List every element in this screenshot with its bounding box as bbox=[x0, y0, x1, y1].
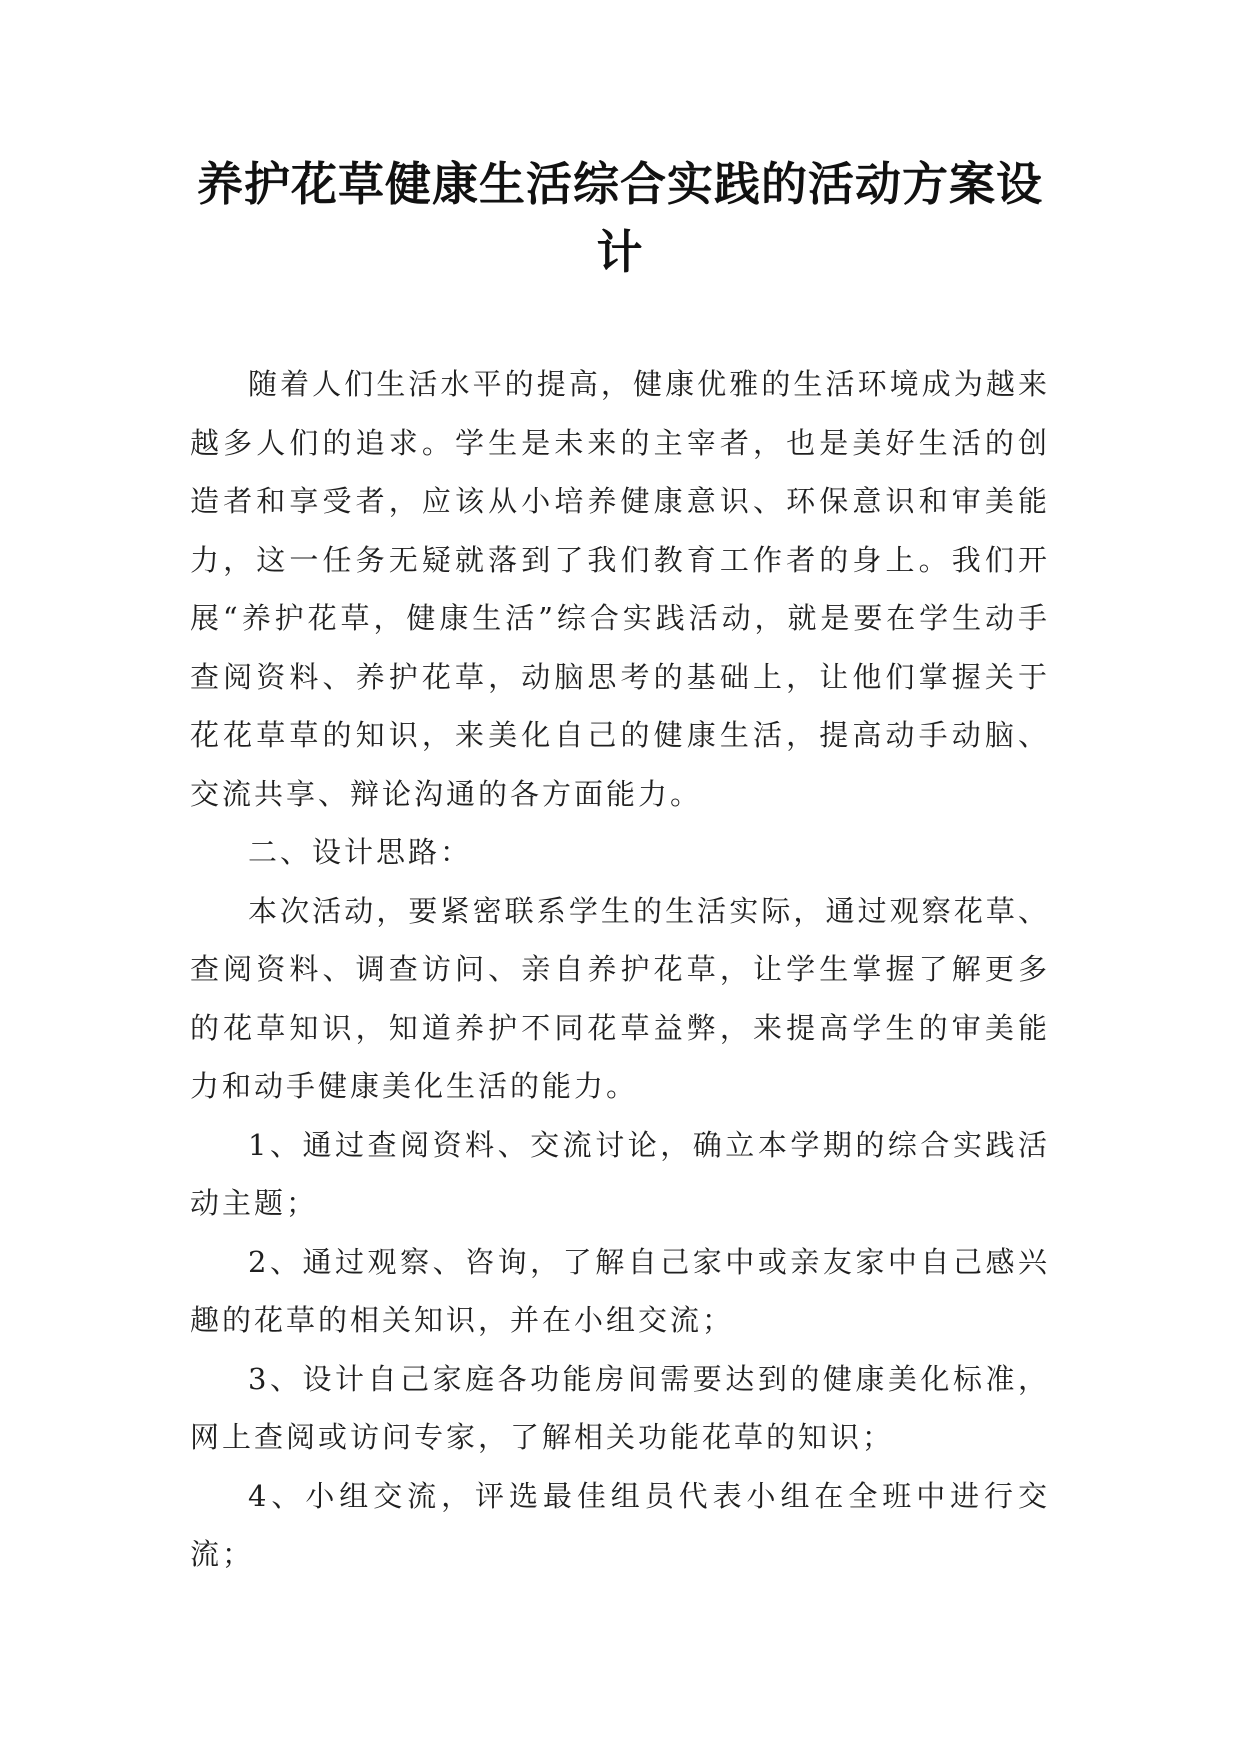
document-body bbox=[190, 355, 1050, 1584]
section-heading-design-ideas: 二、设计思路： bbox=[248, 835, 473, 869]
document-title: 养护花草健康生活综合实践的活动方案设计 bbox=[197, 157, 1043, 279]
list-item-3: 3、设计自己家庭各功能房间需要达到的健康美化标准，网上查阅或访问专家，了解相关功能花草的知识； bbox=[190, 1361, 1050, 1454]
list-item-2: 2、通过观察、咨询，了解自己家中或亲友家中自己感兴趣的花草的相关知识，并在小组交流； bbox=[190, 1244, 1050, 1337]
list-item-1: 1、通过查阅资料、交流讨论，确立本学期的综合实践活动主题； bbox=[190, 1127, 1050, 1220]
design-ideas-paragraph: 本次活动，要紧密联系学生的生活实际，通过观察花草、查阅资料、调查访问、亲自养护花草，让学生掌握了解更多的花草知识，知道养护不同花草益弊，来提高学生的审美能力和动手健康美化生活的能力。 bbox=[190, 893, 1050, 1103]
intro-paragraph: 随着人们生活水平的提高，健康优雅的生活环境成为越来越多人们的追求。学生是未来的主宰者，也是美好生活的创造者和享受者，应该从小培养健康意识、环保意识和审美能力，这一任务无疑就落到了我们教育工作者的身上。我们开展“养护花草，健康生活”综合实践活动，就是要在学生动手查阅资料、养护花草，动脑思考的基础上，让他们掌握关于花花草草的知识，来美化自己的健康生活，提高动手动脑、交流共享、辩论沟通的各方面能力。 bbox=[190, 367, 1050, 811]
list-item-4: 4、小组交流，评选最佳组员代表小组在全班中进行交流； bbox=[190, 1478, 1050, 1571]
